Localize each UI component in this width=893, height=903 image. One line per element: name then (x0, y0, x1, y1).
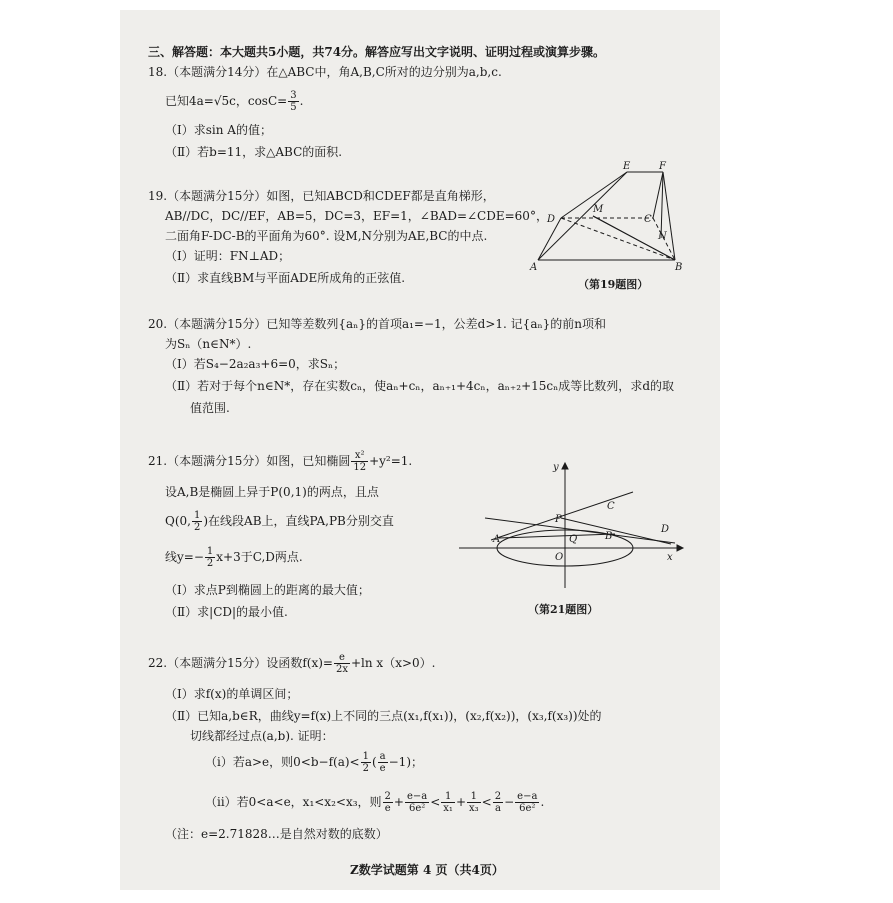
q18-part-2: （Ⅱ）若b=11，求△ABC的面积. (165, 145, 343, 159)
q18-given (165, 88, 303, 114)
q21-part-2: （Ⅱ）求|CD|的最小值. (165, 605, 288, 619)
q18-part-1: （Ⅰ）求sin A的值； (165, 123, 272, 137)
q21-q-text: Q(0, (165, 514, 191, 528)
frac-den: 2x (335, 664, 348, 675)
q22-s2-frac-1 (383, 791, 393, 814)
label-B: B (605, 531, 613, 542)
q22-s2-text: （ⅱ）若0<a<e，x₁<x₂<x₃，则 (205, 795, 382, 809)
q21-stem-4 (165, 544, 303, 570)
op: < (481, 795, 492, 809)
q19-caption: （第19题图） (578, 278, 649, 291)
label-A: A (493, 534, 501, 545)
label-N: N (658, 231, 667, 242)
q21-q-frac (192, 510, 202, 533)
q22-note: （注：e=2.71828…是自然对数的底数） (165, 827, 388, 841)
frac-den: x₁ (443, 803, 453, 814)
label-P: P (555, 514, 562, 525)
q18-given-text: 已知4a=√5c，cosC= (165, 94, 288, 108)
q20-stem-1: 20.（本题满分15分）已知等差数列{aₙ}的首项a₁=−1，公差d>1. 记{aₙ}的前n项和 (148, 317, 607, 331)
frac-den: e (379, 763, 386, 774)
frac-num: a (379, 751, 386, 762)
op: + (455, 795, 467, 809)
q19-stem-3: 二面角F-DC-B的平面角为60°. 设M,N分别为AE,BC的中点. (165, 229, 488, 243)
label-C: C (644, 214, 652, 225)
frac-num: e−a (517, 791, 538, 802)
q21-q-text-2: )在线段AB上，直线PA,PB分别交直 (203, 514, 394, 528)
page-footer: Z数学试题第 4 页（共4页） (350, 863, 504, 877)
frac-den: 2 (193, 522, 201, 533)
label-Q: Q (569, 534, 578, 545)
frac-num: 3 (290, 90, 297, 101)
q21-stem-3 (165, 508, 394, 534)
op: + (393, 795, 404, 809)
section-header: 三、解答题：本大题共5小题，共74分。解答应写出文字说明、证明过程或演算步骤。 (148, 45, 606, 59)
y-arrow (562, 463, 568, 469)
q20-stem-2: 为Sₙ（n∈N*）. (165, 337, 252, 351)
label-y: y (553, 462, 559, 473)
q22-part-2-cont: 切线都经过点(a,b). 证明： (190, 729, 334, 743)
q22-s2-frac-4 (467, 791, 481, 814)
label-x: x (667, 552, 673, 563)
label-D: D (547, 214, 556, 225)
q21-caption: （第21题图） (528, 603, 599, 616)
frac-num: 1 (206, 546, 214, 557)
q22-s2-frac-2 (405, 791, 429, 814)
q20-part-2-cont: 值范围. (190, 401, 230, 415)
op: < (430, 795, 441, 809)
line-AB (499, 534, 615, 538)
q21-line-text-2: x+3于C,D两点. (216, 550, 303, 564)
q22-s1-end: −1)； (388, 755, 423, 769)
q21-line-frac (205, 546, 215, 569)
frac-den: 5 (290, 102, 297, 113)
q19-part-2: （Ⅱ）求直线BM与平面ADE所成角的正弦值. (165, 271, 406, 285)
q21-figure (455, 460, 685, 595)
label-M: M (593, 204, 604, 215)
line-CD (485, 518, 675, 543)
frac-den: 2 (206, 558, 214, 569)
op: − (504, 795, 515, 809)
frac-num: 1 (193, 510, 201, 521)
x-arrow (677, 545, 683, 551)
q22-s1-frac-2 (378, 751, 388, 774)
q19-figure (525, 160, 695, 275)
frac-num: 2 (494, 791, 502, 802)
q21-part-1: （Ⅰ）求点P到椭圆上的距离的最大值； (165, 583, 370, 597)
frac-num: 1 (467, 791, 481, 803)
frac-num: 1 (362, 751, 369, 762)
label-O: O (555, 552, 564, 563)
frac-den: e (384, 803, 391, 814)
q22-s2-end: . (540, 795, 545, 809)
label-E: E (623, 161, 631, 172)
q21-stem-2: 设A,B是椭圆上异于P(0,1)的两点，且点 (165, 485, 379, 499)
frac-num: x² (351, 450, 368, 462)
label-D: D (661, 524, 670, 535)
q22-part-2: （Ⅱ）已知a,b∈R，曲线y=f(x)上不同的三点(x₁,f(x₁))，(x₂,f(x₂))，(x₃,f(x₃))处的 (165, 709, 602, 723)
label-A: A (530, 262, 538, 273)
frac-num: 1 (441, 791, 455, 803)
frac-den: 2 (362, 763, 369, 774)
q19-stem-1: 19.（本题满分15分）如图，已知ABCD和CDEF都是直角梯形， (148, 189, 495, 203)
edge-FB (663, 172, 675, 260)
label-B: B (675, 262, 683, 273)
q22-sub-2 (205, 788, 544, 816)
q22-stem-text: 22.（本题满分15分）设函数f(x)= (148, 656, 333, 670)
label-F: F (659, 161, 666, 172)
q19-part-1: （Ⅰ）证明：FN⊥AD； (165, 249, 291, 263)
q21-ellipse-frac (351, 450, 368, 473)
frac-den: 12 (353, 462, 367, 473)
q22-stem (148, 650, 435, 676)
frac-num: e−a (406, 791, 428, 802)
q22-s2-frac-5 (493, 791, 503, 814)
q22-s2-frac-6 (515, 791, 539, 814)
q21-line-text: 线y=− (165, 550, 204, 564)
q20-part-1: （Ⅰ）若S₄−2a₂a₃+6=0，求Sₙ； (165, 357, 346, 371)
frac-num: e (334, 652, 350, 664)
frac-den: 6e² (408, 803, 426, 814)
q22-stem-text-2: +ln x（x>0）. (351, 656, 436, 670)
q21-stem-text: 21.（本题满分15分）如图，已知椭圆 (148, 454, 351, 468)
q21-stem-1 (148, 448, 412, 474)
q22-s2-frac-3 (441, 791, 455, 814)
q19-stem-2: AB//DC，DC//EF，AB=5，DC=3，EF=1，∠BAD=∠CDE=60°， (165, 209, 548, 223)
frac-den: 6e² (519, 803, 536, 814)
q18-stem: 18.（本题满分14分）在△ABC中，角A,B,C所对的边分别为a,b,c. (148, 65, 502, 79)
q18-fraction (288, 90, 298, 113)
q22-s1-paren: ( (371, 755, 377, 769)
q22-s1-text: （ⅰ）若a>e，则0<b−f(a)< (205, 755, 360, 769)
label-C: C (607, 501, 615, 512)
frac-num: 2 (384, 791, 391, 802)
q22-func-frac (334, 652, 350, 675)
line-PB (561, 518, 671, 544)
q18-period: . (299, 94, 304, 108)
q20-part-2: （Ⅱ）若对于每个n∈N*，存在实数cₙ，使aₙ+cₙ，aₙ₊₁+4cₙ，aₙ₊₂+15cₙ成等比数列，求d的取 (165, 379, 674, 393)
frac-den: x₃ (469, 803, 479, 814)
q21-stem-text-2: +y²=1. (369, 454, 413, 468)
q22-part-1: （Ⅰ）求f(x)的单调区间； (165, 687, 299, 701)
q22-sub-1 (205, 748, 423, 776)
frac-den: a (494, 803, 501, 814)
q22-s1-frac (361, 751, 371, 774)
